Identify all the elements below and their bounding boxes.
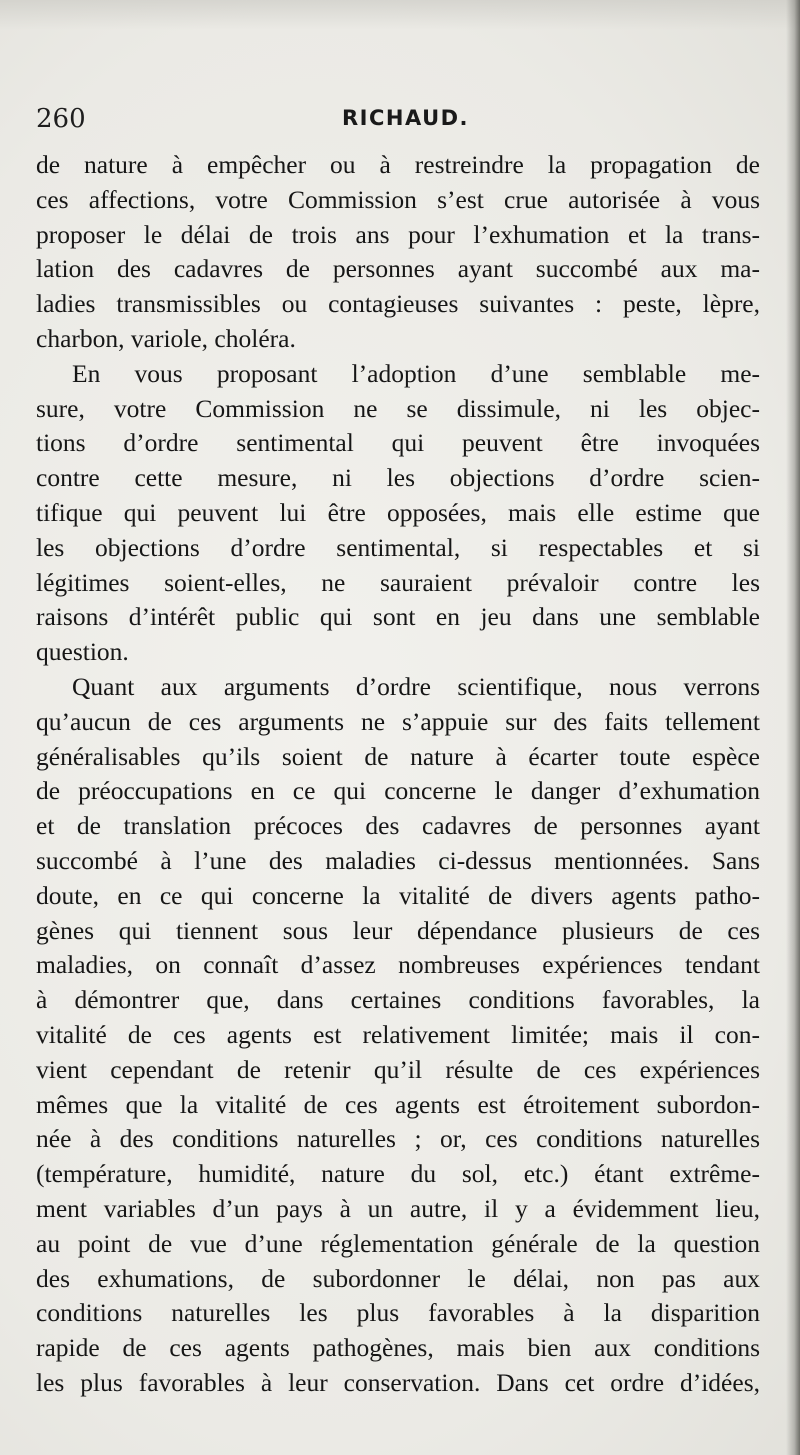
text-line: vitalité de ces agents est relativement limitée; mais il con- bbox=[36, 1019, 760, 1049]
text-line: question. bbox=[36, 637, 129, 667]
text-line: les objections d’ordre sentimental, si respectables et si bbox=[36, 532, 760, 562]
text-line: les plus favorables à leur conservation. Dans cet ordre d’idées, bbox=[36, 1367, 760, 1397]
text-line: de nature à empêcher ou à restreindre la propagation de bbox=[36, 150, 760, 179]
text-line: tifique qui peuvent lui être opposées, mais elle estime que bbox=[36, 497, 760, 527]
text-line: et de translation précoces des cadavres de personnes ayant bbox=[36, 811, 760, 841]
page-top-shadow bbox=[0, 0, 800, 30]
running-head: RICHAUD. bbox=[342, 106, 470, 130]
text-line: ment variables d’un pays à un autre, il y a évidemment lieu, bbox=[36, 1193, 760, 1223]
text-line: doute, en ce qui concerne la vitalité de divers agents patho- bbox=[36, 880, 760, 910]
page-header bbox=[36, 100, 776, 140]
text-line: raisons d’intérêt public qui sont en jeu dans une semblable bbox=[36, 602, 760, 632]
page-gutter-shadow bbox=[786, 0, 800, 1455]
text-line: ces affections, votre Commission s’est crue autorisée à vous bbox=[36, 184, 760, 214]
text-line: Quant aux arguments d’ordre scientifique, nous verrons bbox=[72, 671, 760, 701]
text-line: gènes qui tiennent sous leur dépendance plusieurs de ces bbox=[36, 915, 760, 945]
text-line: qu’aucun de ces arguments ne s’appuie sur des faits tellement bbox=[36, 706, 760, 736]
text-line: charbon, variole, choléra. bbox=[36, 323, 296, 353]
text-line: généralisables qu’ils soient de nature à écarter toute espèce bbox=[36, 741, 760, 771]
text-line: sure, votre Commission ne se dissimule, ni les objec- bbox=[36, 393, 760, 423]
text-line: maladies, on connaît d’assez nombreuses expériences tendant bbox=[36, 950, 760, 980]
text-line: lation des cadavres de personnes ayant succombé aux ma- bbox=[36, 254, 760, 284]
text-line: des exhumations, de subordonner le délai, non pas aux bbox=[36, 1263, 760, 1293]
text-line: succombé à l’une des maladies ci-dessus mentionnées. Sans bbox=[36, 845, 760, 875]
text-line: légitimes soient-elles, ne sauraient prévaloir contre les bbox=[36, 567, 760, 597]
text-line: vient cependant de retenir qu’il résulte de ces expériences bbox=[36, 1054, 760, 1084]
page-number: 260 bbox=[36, 104, 86, 134]
text-line: au point de vue d’une réglementation générale de la question bbox=[36, 1228, 760, 1258]
text-line: (température, humidité, nature du sol, etc.) étant extrême- bbox=[36, 1159, 760, 1189]
text-line: ladies transmissibles ou contagieuses suivantes : peste, lèpre, bbox=[36, 289, 760, 319]
body-text bbox=[36, 148, 760, 1401]
text-line: En vous proposant l’adoption d’une semblable me- bbox=[72, 358, 760, 388]
text-line: mêmes que la vitalité de ces agents est étroitement subordon- bbox=[36, 1089, 760, 1119]
text-line: née à des conditions naturelles ; or, ces conditions naturelles bbox=[36, 1124, 760, 1154]
text-line: rapide de ces agents pathogènes, mais bien aux conditions bbox=[36, 1333, 760, 1363]
text-line: conditions naturelles les plus favorables à la disparition bbox=[36, 1298, 760, 1328]
text-line: tions d’ordre sentimental qui peuvent être invoquées bbox=[36, 428, 760, 458]
text-line: de préoccupations en ce qui concerne le danger d’exhumation bbox=[36, 776, 760, 806]
text-line: contre cette mesure, ni les objections d’ordre scien- bbox=[36, 463, 760, 493]
text-line: à démontrer que, dans certaines conditions favorables, la bbox=[36, 985, 760, 1015]
text-line: proposer le délai de trois ans pour l’exhumation et la trans- bbox=[36, 219, 760, 249]
